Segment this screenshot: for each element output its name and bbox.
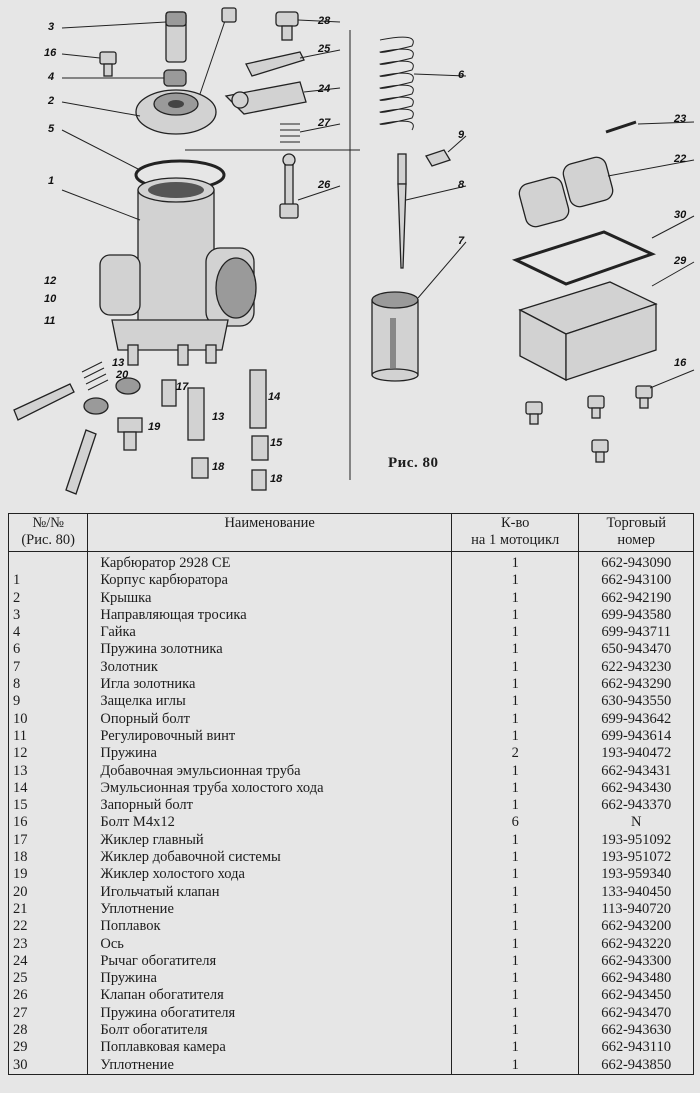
callout-12: 12 (44, 275, 57, 287)
cell-num: 4 (9, 624, 88, 641)
cell-code: 662-943100 (579, 572, 694, 589)
cell-code: 662-943110 (579, 1039, 694, 1056)
cell-num: 26 (9, 987, 88, 1004)
part-4-nut (164, 70, 186, 86)
cell-name: Эмульсионная труба холостого хода (88, 780, 452, 797)
cell-num: 6 (9, 641, 88, 658)
cell-code: 662-943480 (579, 970, 694, 987)
cell-num: 13 (9, 763, 88, 780)
cell-code: 699-943614 (579, 728, 694, 745)
table-row (9, 987, 694, 1004)
cell-name: Пружина обогатителя (88, 1005, 452, 1022)
part-14-idle-tube (250, 370, 266, 428)
table-row (9, 797, 694, 814)
cell-code: 650-943470 (579, 641, 694, 658)
table-row (9, 624, 694, 641)
cell-code: 662-943200 (579, 918, 694, 935)
table-row (9, 590, 694, 607)
cell-code: 133-940450 (579, 884, 694, 901)
cell-name: Запорный болт (88, 797, 452, 814)
cell-num: 10 (9, 711, 88, 728)
cell-qty: 1 (451, 572, 579, 589)
table-row (9, 572, 694, 589)
cell-code: 662-943470 (579, 1005, 694, 1022)
part-15-plug-bolt (252, 436, 268, 460)
callout-6: 6 (458, 69, 465, 81)
cell-code: 662-943430 (579, 780, 694, 797)
cell-num: 18 (9, 849, 88, 866)
table-row (9, 832, 694, 849)
table-row (9, 745, 694, 762)
cell-qty: 1 (451, 590, 579, 607)
cell-num: 24 (9, 953, 88, 970)
cell-code: 630-943550 (579, 693, 694, 710)
callout-7: 7 (458, 235, 465, 247)
part-9-needle-clip (426, 150, 450, 166)
cell-num: 20 (9, 884, 88, 901)
cell-num: 3 (9, 607, 88, 624)
cell-name: Пружина (88, 745, 452, 762)
callout-9: 9 (458, 129, 465, 141)
callout-14: 14 (268, 391, 281, 403)
cell-num: 22 (9, 918, 88, 935)
cell-qty: 1 (451, 676, 579, 693)
part-29-float-chamber (520, 282, 656, 380)
carburetor-exploded-diagram (0, 0, 700, 500)
header-code: Торговый номер (579, 514, 694, 552)
cell-name: Уплотнение (88, 1057, 452, 1075)
table-row (9, 1022, 694, 1039)
table-row (9, 1057, 694, 1075)
cell-qty: 1 (451, 1039, 579, 1056)
cell-qty: 1 (451, 624, 579, 641)
cell-qty: 2 (451, 745, 579, 762)
callout-11: 11 (44, 315, 56, 327)
cell-code: 193-951072 (579, 849, 694, 866)
cell-qty: 1 (451, 832, 579, 849)
callout-28: 28 (318, 15, 331, 27)
table-row (9, 936, 694, 953)
cell-name: Пружина золотника (88, 641, 452, 658)
part-16-bolt-top (100, 52, 116, 76)
cell-code: 699-943711 (579, 624, 694, 641)
cell-code: 662-943370 (579, 797, 694, 814)
cell-name: Клапан обогатителя (88, 987, 452, 1004)
callout-20: 19 (148, 421, 161, 433)
cell-num: 30 (9, 1057, 88, 1075)
callout-13: 13 (112, 357, 125, 369)
cell-code: 662-943220 (579, 936, 694, 953)
cell-qty: 1 (451, 1057, 579, 1075)
table-row (9, 849, 694, 866)
cell-code: N (579, 814, 694, 831)
callout-16-top: 16 (44, 47, 57, 59)
callout-18: 18 (212, 461, 225, 473)
part-28-enrichment-bolt (276, 12, 298, 40)
cell-name: Поплавковая камера (88, 1039, 452, 1056)
cell-num (9, 552, 88, 573)
table-header-row (9, 514, 694, 552)
callout-16-chamber: 16 (674, 357, 687, 369)
callout-25: 25 (318, 43, 331, 55)
cell-qty: 1 (451, 659, 579, 676)
cell-code: 622-943230 (579, 659, 694, 676)
cell-name: Уплотнение (88, 901, 452, 918)
cell-code: 193-959340 (579, 866, 694, 883)
cell-code: 662-943850 (579, 1057, 694, 1075)
cell-qty: 1 (451, 797, 579, 814)
callout-19: 18 (270, 473, 283, 485)
cell-name: Жиклер главный (88, 832, 452, 849)
cell-code: 699-943580 (579, 607, 694, 624)
cell-qty: 1 (451, 953, 579, 970)
cell-code: 662-943630 (579, 1022, 694, 1039)
cell-name: Игольчатый клапан (88, 884, 452, 901)
cell-name: Защелка иглы (88, 693, 452, 710)
callout-29: 29 (674, 255, 687, 267)
cell-code: 193-940472 (579, 745, 694, 762)
header-num: №/№ (Рис. 80) (9, 514, 88, 552)
table-row (9, 884, 694, 901)
callout-4: 4 (48, 71, 55, 83)
cell-code: 662-942190 (579, 590, 694, 607)
cell-qty: 1 (451, 552, 579, 573)
parts-table-body (9, 552, 694, 1075)
exploded-view-figure (0, 0, 700, 500)
cell-name: Рычаг обогатителя (88, 953, 452, 970)
table-row (9, 814, 694, 831)
part-27-spring (280, 124, 300, 142)
part-20-needle-valve (118, 418, 142, 450)
cell-num: 2 (9, 590, 88, 607)
callout-5: 5 (48, 123, 55, 135)
callout-17: 17 (176, 381, 189, 393)
callout-15: 15 (270, 437, 283, 449)
table-row (9, 607, 694, 624)
cell-num: 7 (9, 659, 88, 676)
table-row (9, 780, 694, 797)
parts-table (8, 513, 694, 1075)
part-26-enrichment-valve (280, 154, 298, 218)
cell-qty: 1 (451, 780, 579, 797)
part-22-float (517, 155, 615, 229)
part-6-throttle-spring (380, 37, 413, 130)
cell-num: 14 (9, 780, 88, 797)
callout-24: 24 (318, 83, 331, 95)
cell-name: Регулировочный винт (88, 728, 452, 745)
cell-code: 113-940720 (579, 901, 694, 918)
cell-qty: 1 (451, 866, 579, 883)
cell-name: Добавочная эмульсионная труба (88, 763, 452, 780)
cell-name: Золотник (88, 659, 452, 676)
cell-name: Направляющая тросика (88, 607, 452, 624)
cell-code: 699-943642 (579, 711, 694, 728)
cell-name: Болт М4х12 (88, 814, 452, 831)
table-row (9, 693, 694, 710)
cell-code: 662-943431 (579, 763, 694, 780)
cell-num: 29 (9, 1039, 88, 1056)
cell-num: 25 (9, 970, 88, 987)
cell-name: Корпус карбюратора (88, 572, 452, 589)
part-7-throttle-slide (372, 292, 418, 381)
table-row (9, 728, 694, 745)
part-19-idle-jet (252, 470, 266, 490)
table-row (9, 763, 694, 780)
callout-30: 30 (674, 209, 687, 221)
cell-name: Поплавок (88, 918, 452, 935)
cell-name: Опорный болт (88, 711, 452, 728)
part-13-tube (188, 388, 204, 440)
cell-num: 19 (9, 866, 88, 883)
cell-qty: 1 (451, 607, 579, 624)
cell-code: 193-951092 (579, 832, 694, 849)
cell-num: 27 (9, 1005, 88, 1022)
cell-qty: 1 (451, 728, 579, 745)
callout-27: 27 (318, 117, 331, 129)
cell-name: Игла золотника (88, 676, 452, 693)
callout-10: 10 (44, 293, 57, 305)
table-row (9, 659, 694, 676)
table-row (9, 970, 694, 987)
cell-code: 662-943300 (579, 953, 694, 970)
cell-qty: 1 (451, 1005, 579, 1022)
cell-qty: 1 (451, 693, 579, 710)
cell-num: 8 (9, 676, 88, 693)
callout-2: 2 (48, 95, 55, 107)
table-row (9, 641, 694, 658)
part-18-jet (192, 458, 208, 478)
table-row (9, 676, 694, 693)
cell-num: 21 (9, 901, 88, 918)
cell-name: Крышка (88, 590, 452, 607)
part-8-needle (398, 154, 406, 268)
cell-num: 11 (9, 728, 88, 745)
part-10-support-bolt (66, 430, 96, 494)
part-11-adjusting-screw (14, 384, 74, 420)
cell-code: 662-943290 (579, 676, 694, 693)
callout-3: 3 (48, 21, 55, 33)
cell-num: 12 (9, 745, 88, 762)
part-25-spring (246, 52, 304, 76)
cell-name: Жиклер холостого хода (88, 866, 452, 883)
callout-8: 8 (458, 179, 465, 191)
header-qty: К-во на 1 мотоцикл (451, 514, 579, 552)
cell-qty: 1 (451, 849, 579, 866)
table-row (9, 711, 694, 728)
part-1-carburetor-body (100, 178, 256, 365)
callout-22: 22 (674, 153, 687, 165)
cell-name: Ось (88, 936, 452, 953)
table-row (9, 1039, 694, 1056)
cell-name: Пружина (88, 970, 452, 987)
table-row (9, 901, 694, 918)
cell-num: 16 (9, 814, 88, 831)
callout-13b: 13 (212, 411, 225, 423)
cell-num: 23 (9, 936, 88, 953)
part-23-axle (606, 122, 636, 132)
cell-code: 662-943090 (579, 552, 694, 573)
part-17-main-jet (162, 380, 176, 406)
table-row (9, 918, 694, 935)
cell-qty: 1 (451, 918, 579, 935)
cell-qty: 1 (451, 763, 579, 780)
cell-name: Жиклер добавочной системы (88, 849, 452, 866)
table-row (9, 866, 694, 883)
table-row (9, 552, 694, 573)
cell-qty: 1 (451, 970, 579, 987)
cell-qty: 1 (451, 936, 579, 953)
cell-num: 1 (9, 572, 88, 589)
cell-num: 15 (9, 797, 88, 814)
part-16-bolts-chamber (526, 386, 652, 462)
part-30-gasket (516, 232, 652, 284)
cell-qty: 1 (451, 901, 579, 918)
callout-1: 1 (48, 175, 55, 187)
part-24-enrichment-lever (226, 82, 306, 114)
part-3-cable-guide (166, 12, 186, 62)
cell-qty: 1 (451, 1022, 579, 1039)
callout-23: 23 (674, 113, 687, 125)
cell-qty: 1 (451, 884, 579, 901)
callout-26: 26 (318, 179, 331, 191)
cell-qty: 1 (451, 641, 579, 658)
figure-caption: Рис. 80 (388, 455, 439, 471)
callout-21: 20 (116, 369, 129, 381)
cell-name: Карбюратор 2928 СЕ (88, 552, 452, 573)
table-row (9, 1005, 694, 1022)
cell-name: Гайка (88, 624, 452, 641)
cell-num: 17 (9, 832, 88, 849)
table-row (9, 953, 694, 970)
cell-qty: 1 (451, 987, 579, 1004)
cell-code: 662-943450 (579, 987, 694, 1004)
cell-name: Болт обогатителя (88, 1022, 452, 1039)
header-name: Наименование (88, 514, 452, 552)
cell-num: 9 (9, 693, 88, 710)
cell-num: 28 (9, 1022, 88, 1039)
cell-qty: 1 (451, 711, 579, 728)
part-12-spring (82, 362, 108, 414)
cell-qty: 6 (451, 814, 579, 831)
